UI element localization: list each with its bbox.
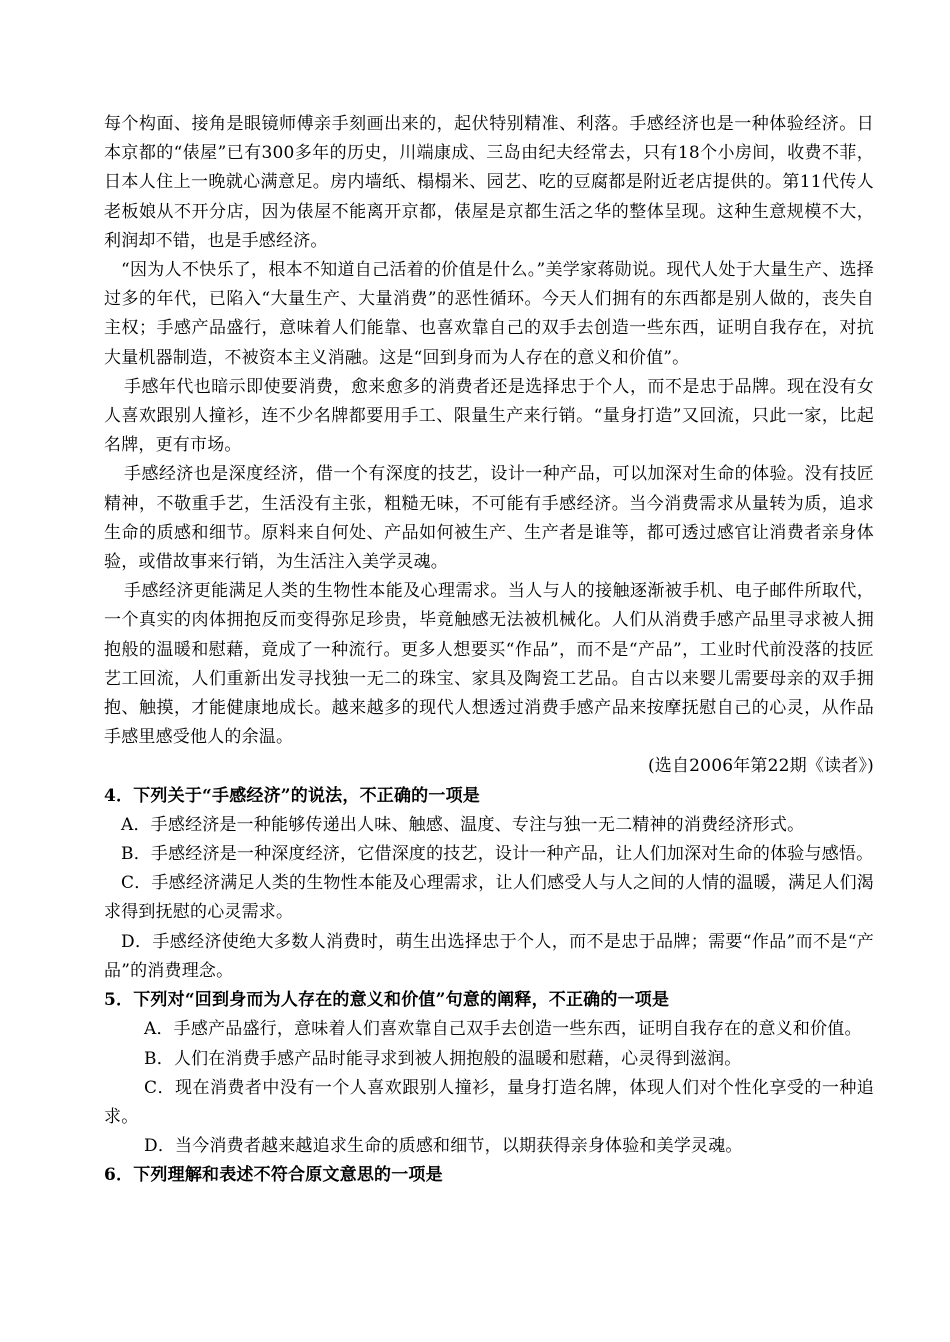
question-4-option-d: D．手感经济使绝大多数人消费时，萌生出选择忠于个人，而不是忠于品牌；需要“作品”而不是“产品”的消费理念。 (104, 931, 874, 981)
article-paragraph-4: 手感经济也是深度经济，借一个有深度的技艺，设计一种产品，可以加深对生命的体验。没有技匠精神，不敬重手艺，生活没有主张，粗糙无味，不可能有手感经济。当今消费需求从量转为质，追求生命的质感和细节。原料来自何处、产品如何被生产、生产者是谁等，都可透过感官让消费者亲身体验，或借故事来行销，为生活注入美学灵魂。 (104, 464, 874, 573)
question-4-option-c: C．手感经济满足人类的生物性本能及心理需求，让人们感受人与人之间的人情的温暖，满足人们渴求得到抚慰的心灵需求。 (104, 873, 874, 923)
article-source: (选自2006年第22期《读者》) (647, 756, 874, 777)
document-page (104, 110, 874, 1191)
article-paragraph-1: 每个构面、接角是眼镜师傅亲手刻画出来的，起伏特别精准、利落。手感经济也是一种体验经济。日本京都的“俵屋”已有300多年的历史，川端康成、三岛由纪夫经常去，只有18个小房间，收费不菲，日本人住上一晚就心满意足。房内墙纸、榻榻米、园艺、吃的豆腐都是附近老店提供的。第11代传人老板娘从不开分店，因为俵屋不能离开京都，俵屋是京都生活之华的整体呈现。这种生意规模不大，利润却不错，也是手感经济。 (104, 114, 874, 251)
question-4-option-b: B．手感经济是一种深度经济，它借深度的技艺，设计一种产品，让人们加深对生命的体验与感悟。 (121, 844, 874, 865)
question-4-option-a: A．手感经济是一种能够传递出人味、触感、温度、专注与独一无二精神的消费经济形式。 (121, 814, 805, 835)
question-5-stem: 5．下列对“回到身而为人存在的意义和价值”句意的阐释，不正确的一项是 (104, 990, 670, 1011)
question-5-option-a: A．手感产品盛行，意味着人们喜欢靠自己双手去创造一些东西，证明自我存在的意义和价值。 (144, 1019, 862, 1040)
article-paragraph-2: “因为人不快乐了，根本不知道自己活着的价值是什么。”美学家蒋勋说。现代人处于大量生产、选择过多的年代，已陷入“大量生产、大量消费”的恶性循环。今天人们拥有的东西都是别人做的，丧失自主权；手感产品盛行，意味着人们能靠、也喜欢靠自己的双手去创造一些东西，证明自我存在，对抗大量机器制造，不被资本主义消融。这是“回到身而为人存在的意义和价值”。 (104, 260, 874, 368)
article-paragraph-3: 手感年代也暗示即使要消费，愈来愈多的消费者还是选择忠于个人，而不是忠于品牌。现在没有女人喜欢跟别人撞衫，连不少名牌都要用手工、限量生产来行销。“量身打造”又回流，只此一家，比起名牌，更有市场。 (104, 376, 874, 456)
question-4-stem: 4．下列关于“手感经济”的说法，不正确的一项是 (104, 785, 480, 806)
question-5-option-b: B．人们在消费手感产品时能寻求到被人拥抱般的温暖和慰藉，心灵得到滋润。 (144, 1048, 742, 1069)
question-5-option-d: D．当今消费者越来越追求生命的质感和细节，以期获得亲身体验和美学灵魂。 (144, 1136, 743, 1157)
article-paragraph-5: 手感经济更能满足人类的生物性本能及心理需求。当人与人的接触逐渐被手机、电子邮件所取代，一个真实的肉体拥抱反而变得弥足珍贵，毕竟触感无法被机械化。人们从消费手感产品里寻求被人拥抱般的温暖和慰藉，竟成了一种流行。更多人想要买“作品”，而不是“产品”，工业时代前没落的技匠艺工回流，人们重新出发寻找独一无二的珠宝、家具及陶瓷工艺品。自古以来婴儿需要母亲的双手拥抱、触摸，才能健康地成长。越来越多的现代人想透过消费手感产品来按摩抚慰自己的心灵，从作品手感里感受他人的余温。 (104, 581, 874, 748)
question-5-option-c: C．现在消费者中没有一个人喜欢跟别人撞衫，量身打造名牌，体现人们对个性化享受的一种追求。 (104, 1077, 874, 1127)
question-6-stem: 6．下列理解和表述不符合原文意思的一项是 (104, 1165, 443, 1186)
